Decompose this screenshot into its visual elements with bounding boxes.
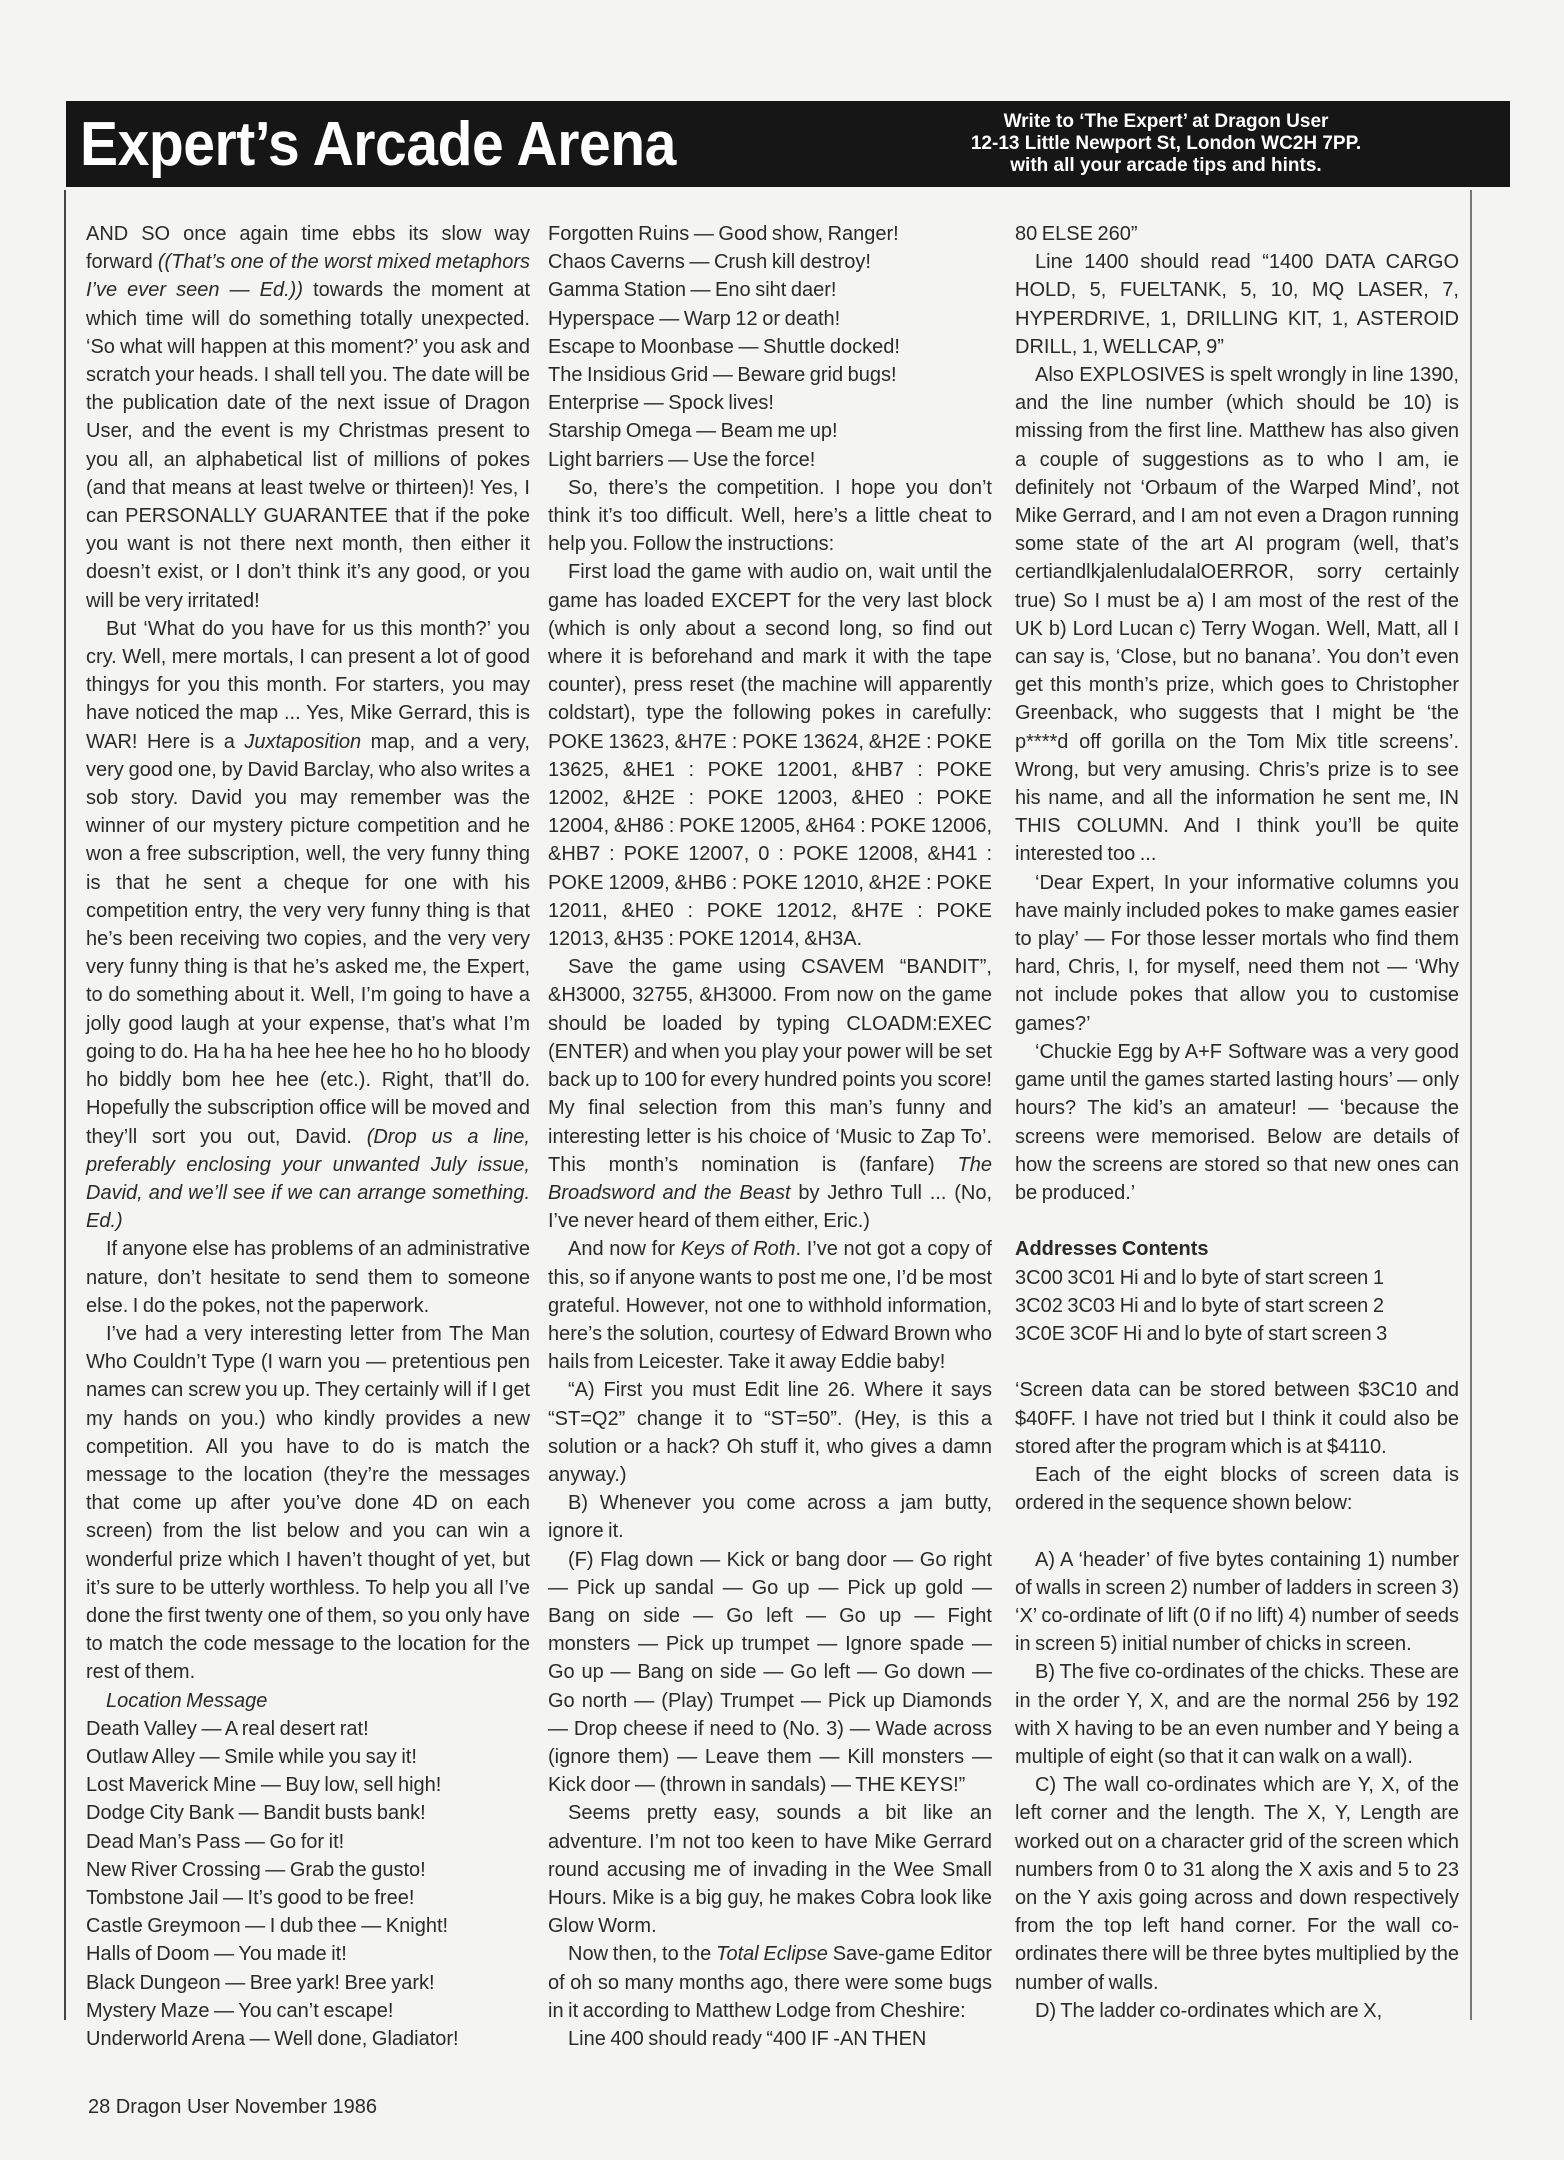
address-line: with all your arcade tips and hints. [1010, 155, 1322, 176]
list-item [548, 220, 992, 248]
text-run: Chaos Caverns — Crush kill destroy! [548, 251, 871, 274]
list-item [548, 305, 992, 333]
paragraph [1015, 869, 1459, 1038]
column-rule-right [1470, 190, 1472, 2020]
text-run: ‘Dear Expert, In your informative columns you have mainly included pokes to make games easier to play’ — For those lesser mortals who find them hard, Chris, I, for myself, need them not — ‘Why not include pokes that allow you to customise games?’ [1015, 871, 1459, 1035]
text-run: Enterprise — Spock lives! [548, 392, 774, 415]
list-item [86, 1715, 530, 1743]
text-run: First load the game with audio on, wait until the game has loaded EXCEPT for the very last block (which is only about a second long, so find out where it is beforehand and mark it with the tape counter), press reset (the machine will apparently coldstart), type the following pokes in carefully: POKE 13623, &H7E : POKE 13624, &H2E : POKE 13625, &HE1 : POKE 12001, &HB7 : POKE 12002, &H2E : POKE 12003, &HE0 : POKE 12004, &H86 : POKE 12005, &H64 : POKE 12006, &HB7 : POKE 12007, 0 : POKE 12008, &H41 : POKE 12009, &HB6 : POKE 12010, &H2E : POKE 12011, &HE0 : POKE 12012, &H7E : POKE 12013, &H35 : POKE 12014, &H3A. [548, 561, 992, 951]
paragraph [86, 615, 530, 1235]
list-item [86, 1884, 530, 1912]
text-run: Death Valley — A real desert rat! [86, 1717, 369, 1740]
text-run: Outlaw Alley — Smile while you say it! [86, 1745, 417, 1768]
text-run: 3C00 3C01 Hi and lo byte of start screen 1 [1015, 1266, 1384, 1289]
table-row [1015, 1292, 1459, 1320]
paragraph [548, 1799, 992, 1940]
list-item [86, 1856, 530, 1884]
column-rule-left [64, 190, 66, 2020]
paragraph [548, 474, 992, 559]
italic-text: Keys of Roth [680, 1238, 796, 1261]
text-run: B) Whenever you come across a jam butty, ignore it. [548, 1492, 992, 1543]
list-item [86, 1940, 530, 1968]
paragraph [548, 2025, 992, 2053]
text-run: “A) First you must Edit line 26. Where it says “ST=Q2” change it to “ST=50”. (Hey, is this a solution or a hack? Oh stuff it, who gives a damn anyway.) [548, 1379, 992, 1486]
paragraph [1015, 361, 1459, 869]
paragraph [86, 220, 530, 615]
list-item [86, 1969, 530, 1997]
list-item [548, 333, 992, 361]
text-run: ‘Screen data can be stored between $3C10 and $40FF. I have not tried but I think it could also be stored after the program which is at $4110. [1015, 1379, 1459, 1458]
italic-text: ((That’s one of the worst mixed metaphors I’ve ever seen — Ed.)) [86, 251, 530, 302]
list-item [86, 1912, 530, 1940]
text-run: towards the moment at which time will do something totally unexpected. ‘So what will happen at this moment?’ you ask and scratch your heads. I shall tell you. The date will be the publication date of the next issue of Dragon User, and the event is my Christmas present to you all, an alphabetical list of millions of pokes (and that means at least twelve or thirteen)! Yes, I can PERSONALLY GUARANTEE that if the poke you want is not there next month, then either it doesn’t exist, or I don’t think it’s any good, or you will be very irritated! [86, 279, 531, 612]
text-run: Light barriers — Use the force! [548, 448, 816, 471]
text-run: Mystery Maze — You can’t escape! [86, 1999, 394, 2022]
text-run: Line 400 should ready “400 IF -AN THEN [568, 2028, 927, 2050]
table-row [1015, 1320, 1459, 1348]
paragraph [1015, 1997, 1459, 2025]
paragraph [1015, 1376, 1459, 1461]
paragraph [548, 558, 992, 953]
text-run: I’ve had a very interesting letter from The Man Who Couldn’t Type (I warn you — pretentious pen names can screw you up. They certainly will if I get my hands on you.) who kindly provides a new competition. All you have to do is match the message to the location (they’re the messages that come up after you’ve done 4D on each screen) from the list below and you can win a wonderful prize which I haven’t thought of yet, but it’s sure to be utterly worthless. To help you all I’ve done the first twenty one of them, so you only have to match the code message to the location for the rest of them. [86, 1322, 530, 1684]
paragraph [1015, 1461, 1459, 1517]
text-run: . I’ve not got a copy of this, so if anyone wants to post me one, I’d be most grateful. However, not one to withhold information, here’s the solution, courtesy of Edward Brown who hails from Leicester. Take it away Eddie baby! [548, 1238, 992, 1374]
text-run: A) A ‘header’ of five bytes containing 1) number of walls in screen 2) number of ladders in screen 3) ‘X’ co-ordinate of lift (0 if no lift) 4) number of seeds in screen 5) initial number of chicks in screen. [1015, 1548, 1459, 1656]
text-run: Hyperspace — Warp 12 or death! [548, 307, 841, 330]
text-run: (F) Flag down — Kick or bang door — Go right — Pick up sandal — Go up — Pick up gold — Bang on side — Go left — Go up — Fight monsters — Pick up trumpet — Ignore spade — Go up — Bang on side — Go left — Go down — Go north — (Play) Trumpet — Pick up Diamonds — Drop cheese if need to (No. 3) — Wade across (ignore them) — Leave them — Kill monsters — Kick door — (thrown in sandals) — THE KEYS!” [548, 1548, 992, 1797]
article-column-1 [86, 220, 530, 2053]
text-run: Starship Omega — Beam me up! [548, 420, 838, 443]
text-run: Underworld Arena — Well done, Gladiator! [86, 2028, 459, 2050]
text-run: Dead Man’s Pass — Go for it! [86, 1830, 345, 1853]
paragraph [1015, 1038, 1459, 1207]
italic-text: The Broadsword and the Beast [548, 1153, 992, 1204]
page-title: Expert’s Arcade Arena [80, 109, 676, 179]
text-run: B) The five co-ordinates of the chicks. These are in the order Y, X, and are the normal 256 by 192 with X having to be an even number and Y being a multiple of eight (so that it can walk on a wall). [1015, 1661, 1459, 1768]
list-item [548, 361, 992, 389]
text-run: Lost Maverick Mine — Buy low, sell high! [86, 1774, 442, 1797]
text-run: But ‘What do you have for us this month?’ you cry. Well, mere mortals, I can present a lot of good thingys for you this month. For starters, you may have noticed the map ... Yes, Mike Gerrard, this is WAR! Here is a [86, 617, 530, 753]
text-run: Line 1400 should read “1400 DATA CARGO HOLD, 5, FUELTANK, 5, 10, MQ LASER, 7, HYPERDRIVE, 1, DRILLING KIT, 1, ASTEROID DRILL, 1, WELLCAP, 9” [1015, 251, 1459, 358]
text-run: Tombstone Jail — It’s good to be free! [86, 1886, 415, 1909]
text-run: D) The ladder co-ordinates which are X, [1035, 1999, 1383, 2022]
text-run: Save the game using CSAVEM “BANDIT”, &H3000, 32755, &H3000. From now on the game should be loaded by typing CLOADM:EXEC (ENTER) and when you play your power will be set back up to 100 for every hundred points you score! My final selection from this man’s funny and interesting letter is his choice of ‘Music to Zap To’. This month’s nomination is (fanfare) [548, 956, 992, 1176]
text-run: So, there’s the competition. I hope you don’t think it’s too difficult. Well, here’s a little cheat to help you. Follow the instructions: [548, 476, 992, 556]
list-item [86, 1997, 530, 2025]
italic-text: Juxtaposition [244, 730, 362, 753]
paragraph [548, 1376, 992, 1489]
text-run: Escape to Moonbase — Shuttle docked! [548, 335, 900, 358]
spacer [1015, 1517, 1459, 1545]
list-item [548, 389, 992, 417]
submission-address [836, 111, 1496, 177]
text-run: Seems pretty easy, sounds a bit like an adventure. I’m not too keen to have Mike Gerrard round accusing me of invading in the Wee Small Hours. Mike is a big guy, he makes Cobra look like Glow Worm. [548, 1802, 992, 1938]
list-item [86, 1771, 530, 1799]
spacer [1015, 1207, 1459, 1235]
text-run: Also EXPLOSIVES is spelt wrongly in line 1390, and the line number (which should be 10) is missing from the first line. Matthew has also given a couple of suggestions as to who I am, ie definitely not ‘Orbaum of the Warped Mind’, not Mike Gerrard, and I am not even a Dragon running some state of the art AI program (well, that’s certiandlkjalenludalalOERROR, sorry certainly true) So I must be a) I am most of the rest of the UK b) Lord Lucan c) Terry Wogan. Well, Matt, all I can say is, ‘Close, but no banana’. You don’t even get this month’s prize, which goes to Christopher Greenback, who suggests that I might be ‘the p****d off gorilla on the Tom Mix title screens’. Wrong, but very amusing. Chris’s prize is to see his name, and all the information he sent me, IN THIS COLUMN. And I think you’ll be quite interested too ... [1015, 364, 1459, 866]
paragraph [1015, 1546, 1459, 1659]
address-line: Write to ‘The Expert’ at Dragon User [1003, 111, 1329, 132]
article-column-3 [1015, 220, 1459, 2025]
list-item [548, 446, 992, 474]
table-row [1015, 1264, 1459, 1292]
paragraph [548, 1235, 992, 1376]
spacer [1015, 1348, 1459, 1376]
text-run: And now for [568, 1238, 681, 1261]
subheading [1015, 1235, 1459, 1263]
list-item [548, 417, 992, 445]
text-run: Castle Greymoon — I dub thee — Knight! [86, 1915, 449, 1938]
text-run: The Insidious Grid — Beware grid bugs! [548, 364, 897, 387]
list-item [86, 1828, 530, 1856]
text-run: New River Crossing — Grab the gusto! [86, 1858, 426, 1881]
list-item [86, 2025, 530, 2053]
page-footer: 28 Dragon User November 1986 [88, 2096, 378, 2118]
text-run: Location Message [106, 1689, 268, 1712]
text-run: Now then, to the [568, 1943, 717, 1966]
text-run: Forgotten Ruins — Good show, Ranger! [548, 223, 899, 245]
text-run: Addresses Contents [1015, 1238, 1209, 1261]
italic-text: (Drop us a line, preferably enclosing your unwanted July issue, David, and we’ll see if we can arrange something. Ed.) [86, 1125, 530, 1233]
paragraph [1015, 248, 1459, 361]
text-run: C) The wall co-ordinates which are Y, X, of the left corner and the length. The X, Y, Length are worked out on a character grid of the screen which numbers from 0 to 31 along the X axis and 5 to 23 on the Y axis going across and down respectively from the top left hand corner. For the wall co-ordinates there will be three bytes multiplied by the number of walls. [1015, 1774, 1459, 1994]
paragraph [548, 953, 992, 1235]
text-run: Each of the eight blocks of screen data is ordered in the sequence shown below: [1015, 1463, 1459, 1515]
paragraph [86, 1320, 530, 1687]
paragraph [86, 1235, 530, 1320]
paragraph [548, 1546, 992, 1800]
text-run: Save-game Editor of oh so many months ago, there were some bugs in it according to Matthew Lodge from Cheshire: [548, 1943, 993, 2022]
text-run: map, and a very, very good one, by David Barclay, who also writes a sob story. David you may remember was the winner of our mystery picture competition and he won a free subscription, well, the very funny thing is that he sent a cheque for one with his competition entry, the very very funny thing is that he’s been receiving two copies, and the very very very funny thing is that he’s asked me, the Expert, to do something about it. Well, I’m going to have a jolly good laugh at your expense, that’s what I’m going to do. Ha ha ha hee hee hee ho ho ho bloody ho biddly bom hee hee (etc.). Right, that’ll do. Hopefully the subscription office will be moved and they’ll sort you out, David. [86, 730, 530, 1148]
address-line: 12-13 Little Newport St, London WC2H 7PP. [970, 133, 1362, 154]
text-run: Halls of Doom — You made it! [86, 1943, 347, 1966]
text-run: Gamma Station — Eno siht daer! [548, 279, 837, 302]
list-item [86, 1799, 530, 1827]
text-run: ‘Chuckie Egg by A+F Software was a very good game until the games started lasting hours’ — only hours? The kid’s an amateur! — ‘because the screens were memorised. Below are details of how the screens are stored so that new ones can be produced.’ [1015, 1040, 1459, 1204]
text-run: by Jethro Tull ... (No, I’ve never heard of them either, Eric.) [548, 1181, 993, 1233]
text-run: Black Dungeon — Bree yark! Bree yark! [86, 1971, 435, 1994]
list-item [86, 1743, 530, 1771]
paragraph [548, 1489, 992, 1545]
column-header-banner [66, 101, 1510, 187]
article-column-2 [548, 220, 992, 2053]
text-run: Dodge City Bank — Bandit busts bank! [86, 1802, 426, 1825]
text-run: If anyone else has problems of an administrative nature, don’t hesitate to send them to someone else. I do the pokes, not the paperwork. [86, 1238, 530, 1317]
list-header [86, 1687, 530, 1715]
paragraph [1015, 1771, 1459, 1997]
text-run: AND SO once again time ebbs its slow way forward [86, 223, 530, 274]
text-run: 80 ELSE 260” [1015, 223, 1138, 245]
paragraph [548, 1940, 992, 2025]
paragraph [1015, 220, 1459, 248]
text-run: 3C02 3C03 Hi and lo byte of start screen 2 [1015, 1294, 1384, 1317]
list-item [548, 276, 992, 304]
list-item [548, 248, 992, 276]
paragraph [1015, 1658, 1459, 1771]
italic-text: Total Eclipse [716, 1943, 828, 1966]
text-run: 3C0E 3C0F Hi and lo byte of start screen 3 [1015, 1322, 1388, 1345]
